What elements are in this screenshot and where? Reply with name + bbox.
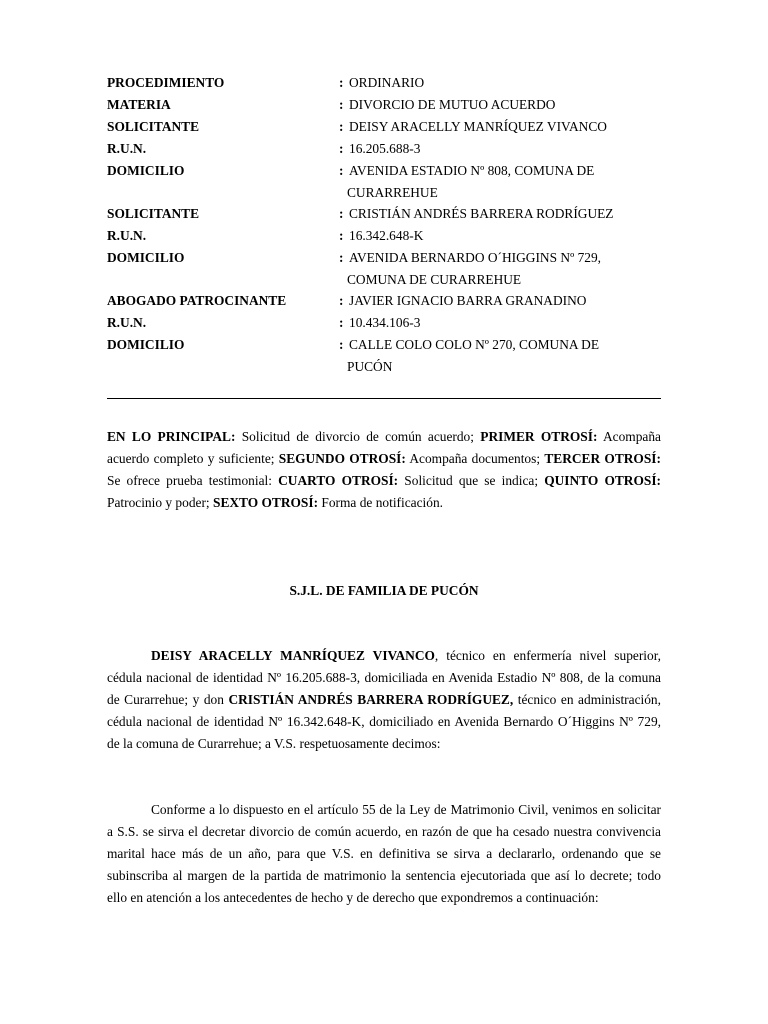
- summary-label: TERCER OTROSÍ:: [544, 451, 661, 466]
- header-row-procedimiento: [107, 72, 667, 94]
- header-row-domicilio-1: [107, 160, 667, 182]
- summary-label: SEGUNDO OTROSÍ:: [278, 451, 406, 466]
- header-value: 16.342.648-K: [349, 228, 424, 243]
- header-separator: :: [339, 293, 344, 308]
- header-divider: [107, 398, 661, 399]
- header-row-solicitante-1: [107, 116, 667, 138]
- header-separator: :: [339, 97, 344, 112]
- header-row-materia: [107, 94, 667, 116]
- header-separator: :: [339, 337, 344, 352]
- header-value: CALLE COLO COLO Nº 270, COMUNA DE: [349, 337, 600, 352]
- header-value: 10.434.106-3: [349, 315, 421, 330]
- header-label: R.U.N.: [107, 315, 147, 330]
- header-label: MATERIA: [107, 97, 171, 112]
- header-label: R.U.N.: [107, 228, 147, 243]
- header-label: SOLICITANTE: [107, 119, 200, 134]
- header-row-abogado: [107, 290, 667, 312]
- header-row-run-2: [107, 225, 667, 247]
- header-row-run-3: [107, 312, 667, 334]
- summary-label: EN LO PRINCIPAL:: [107, 429, 236, 444]
- filing-summary: [107, 426, 661, 514]
- body-paragraph-parties: [107, 645, 661, 755]
- header-label: SOLICITANTE: [107, 206, 200, 221]
- header-label: DOMICILIO: [107, 250, 185, 265]
- body-paragraph-request: [107, 799, 661, 909]
- header-label: PROCEDIMIENTO: [107, 75, 225, 90]
- header-value: AVENIDA ESTADIO Nº 808, COMUNA DE: [349, 163, 595, 178]
- summary-text: Acompaña documentos;: [405, 451, 545, 466]
- summary-text: Acompaña acuerdo completo y suficiente;: [107, 429, 661, 466]
- header-row-run-1: [107, 138, 667, 160]
- court-heading: S.J.L. DE FAMILIA DE PUCÓN: [289, 583, 479, 598]
- summary-label: CUARTO OTROSÍ:: [278, 473, 399, 488]
- header-label: DOMICILIO: [107, 337, 185, 352]
- summary-label: SEXTO OTROSÍ:: [213, 495, 319, 510]
- summary-text: Solicitud de divorcio de común acuerdo;: [235, 429, 481, 444]
- header-label: ABOGADO PATROCINANTE: [107, 293, 287, 308]
- header-value-continuation: CURARREHUE: [347, 185, 438, 200]
- header-separator: :: [339, 228, 344, 243]
- header-row-domicilio-3: [107, 334, 667, 356]
- header-separator: :: [339, 119, 344, 134]
- header-value-continuation: COMUNA DE CURARREHUE: [347, 272, 522, 287]
- header-value-continuation: PUCÓN: [347, 359, 393, 374]
- summary-text: Patrocinio y poder;: [107, 495, 213, 510]
- summary-label: QUINTO OTROSÍ:: [544, 473, 661, 488]
- header-separator: :: [339, 75, 344, 90]
- header-separator: :: [339, 206, 344, 221]
- header-value: CRISTIÁN ANDRÉS BARRERA RODRÍGUEZ: [349, 206, 614, 221]
- paragraph-text: Conforme a lo dispuesto en el artículo 55 de la Ley de Matrimonio Civil, venimos en solicitar a S.S. se sirva el decretar divorcio de común acuerdo, en razón de que ha cesado nuestra convivencia marital hace más de un año, para que V.S. en definitiva se sirva a declararlo, ordenando que se subinscriba al margen de la partida de matrimonio la sentencia ejecutoriada que así lo decrete; todo ello en atención a los antecedentes de hecho y de derecho que expondremos a continuación:: [107, 802, 661, 905]
- header-separator: :: [339, 315, 344, 330]
- header-separator: :: [339, 141, 344, 156]
- header-value: AVENIDA BERNARDO O´HIGGINS Nº 729,: [349, 250, 602, 265]
- summary-text: Se ofrece prueba testimonial:: [107, 473, 279, 488]
- header-row-domicilio-2: [107, 247, 667, 269]
- party-name: DEISY ARACELLY MANRÍQUEZ VIVANCO: [151, 648, 435, 663]
- summary-text: Solicitud que se indica;: [398, 473, 545, 488]
- header-value: 16.205.688-3: [349, 141, 421, 156]
- header-row-solicitante-2: [107, 203, 667, 225]
- summary-label: PRIMER OTROSÍ:: [480, 429, 598, 444]
- header-value: DEISY ARACELLY MANRÍQUEZ VIVANCO: [349, 119, 607, 134]
- header-separator: :: [339, 250, 344, 265]
- paragraph-text: técnico en administración, cédula nacional de identidad Nº 16.342.648-K, domiciliado en Avenida Bernardo O´Higgins Nº 729, de la comuna de Curarrehue; a V.S. respetuosamente decimos:: [107, 692, 661, 751]
- header-label: R.U.N.: [107, 141, 147, 156]
- header-separator: :: [339, 163, 344, 178]
- header-value: ORDINARIO: [349, 75, 425, 90]
- party-name: CRISTIÁN ANDRÉS BARRERA RODRÍGUEZ,: [228, 692, 514, 707]
- case-header: [107, 72, 667, 377]
- header-label: DOMICILIO: [107, 163, 185, 178]
- summary-text: Forma de notificación.: [318, 495, 444, 510]
- header-value: JAVIER IGNACIO BARRA GRANADINO: [349, 293, 587, 308]
- header-value: DIVORCIO DE MUTUO ACUERDO: [349, 97, 556, 112]
- paragraph-text: , técnico en enfermería nivel superior, cédula nacional de identidad Nº 16.205.688-3, domiciliada en Avenida Estadio Nº 808, de la comuna de Curarrehue; y don: [107, 648, 661, 707]
